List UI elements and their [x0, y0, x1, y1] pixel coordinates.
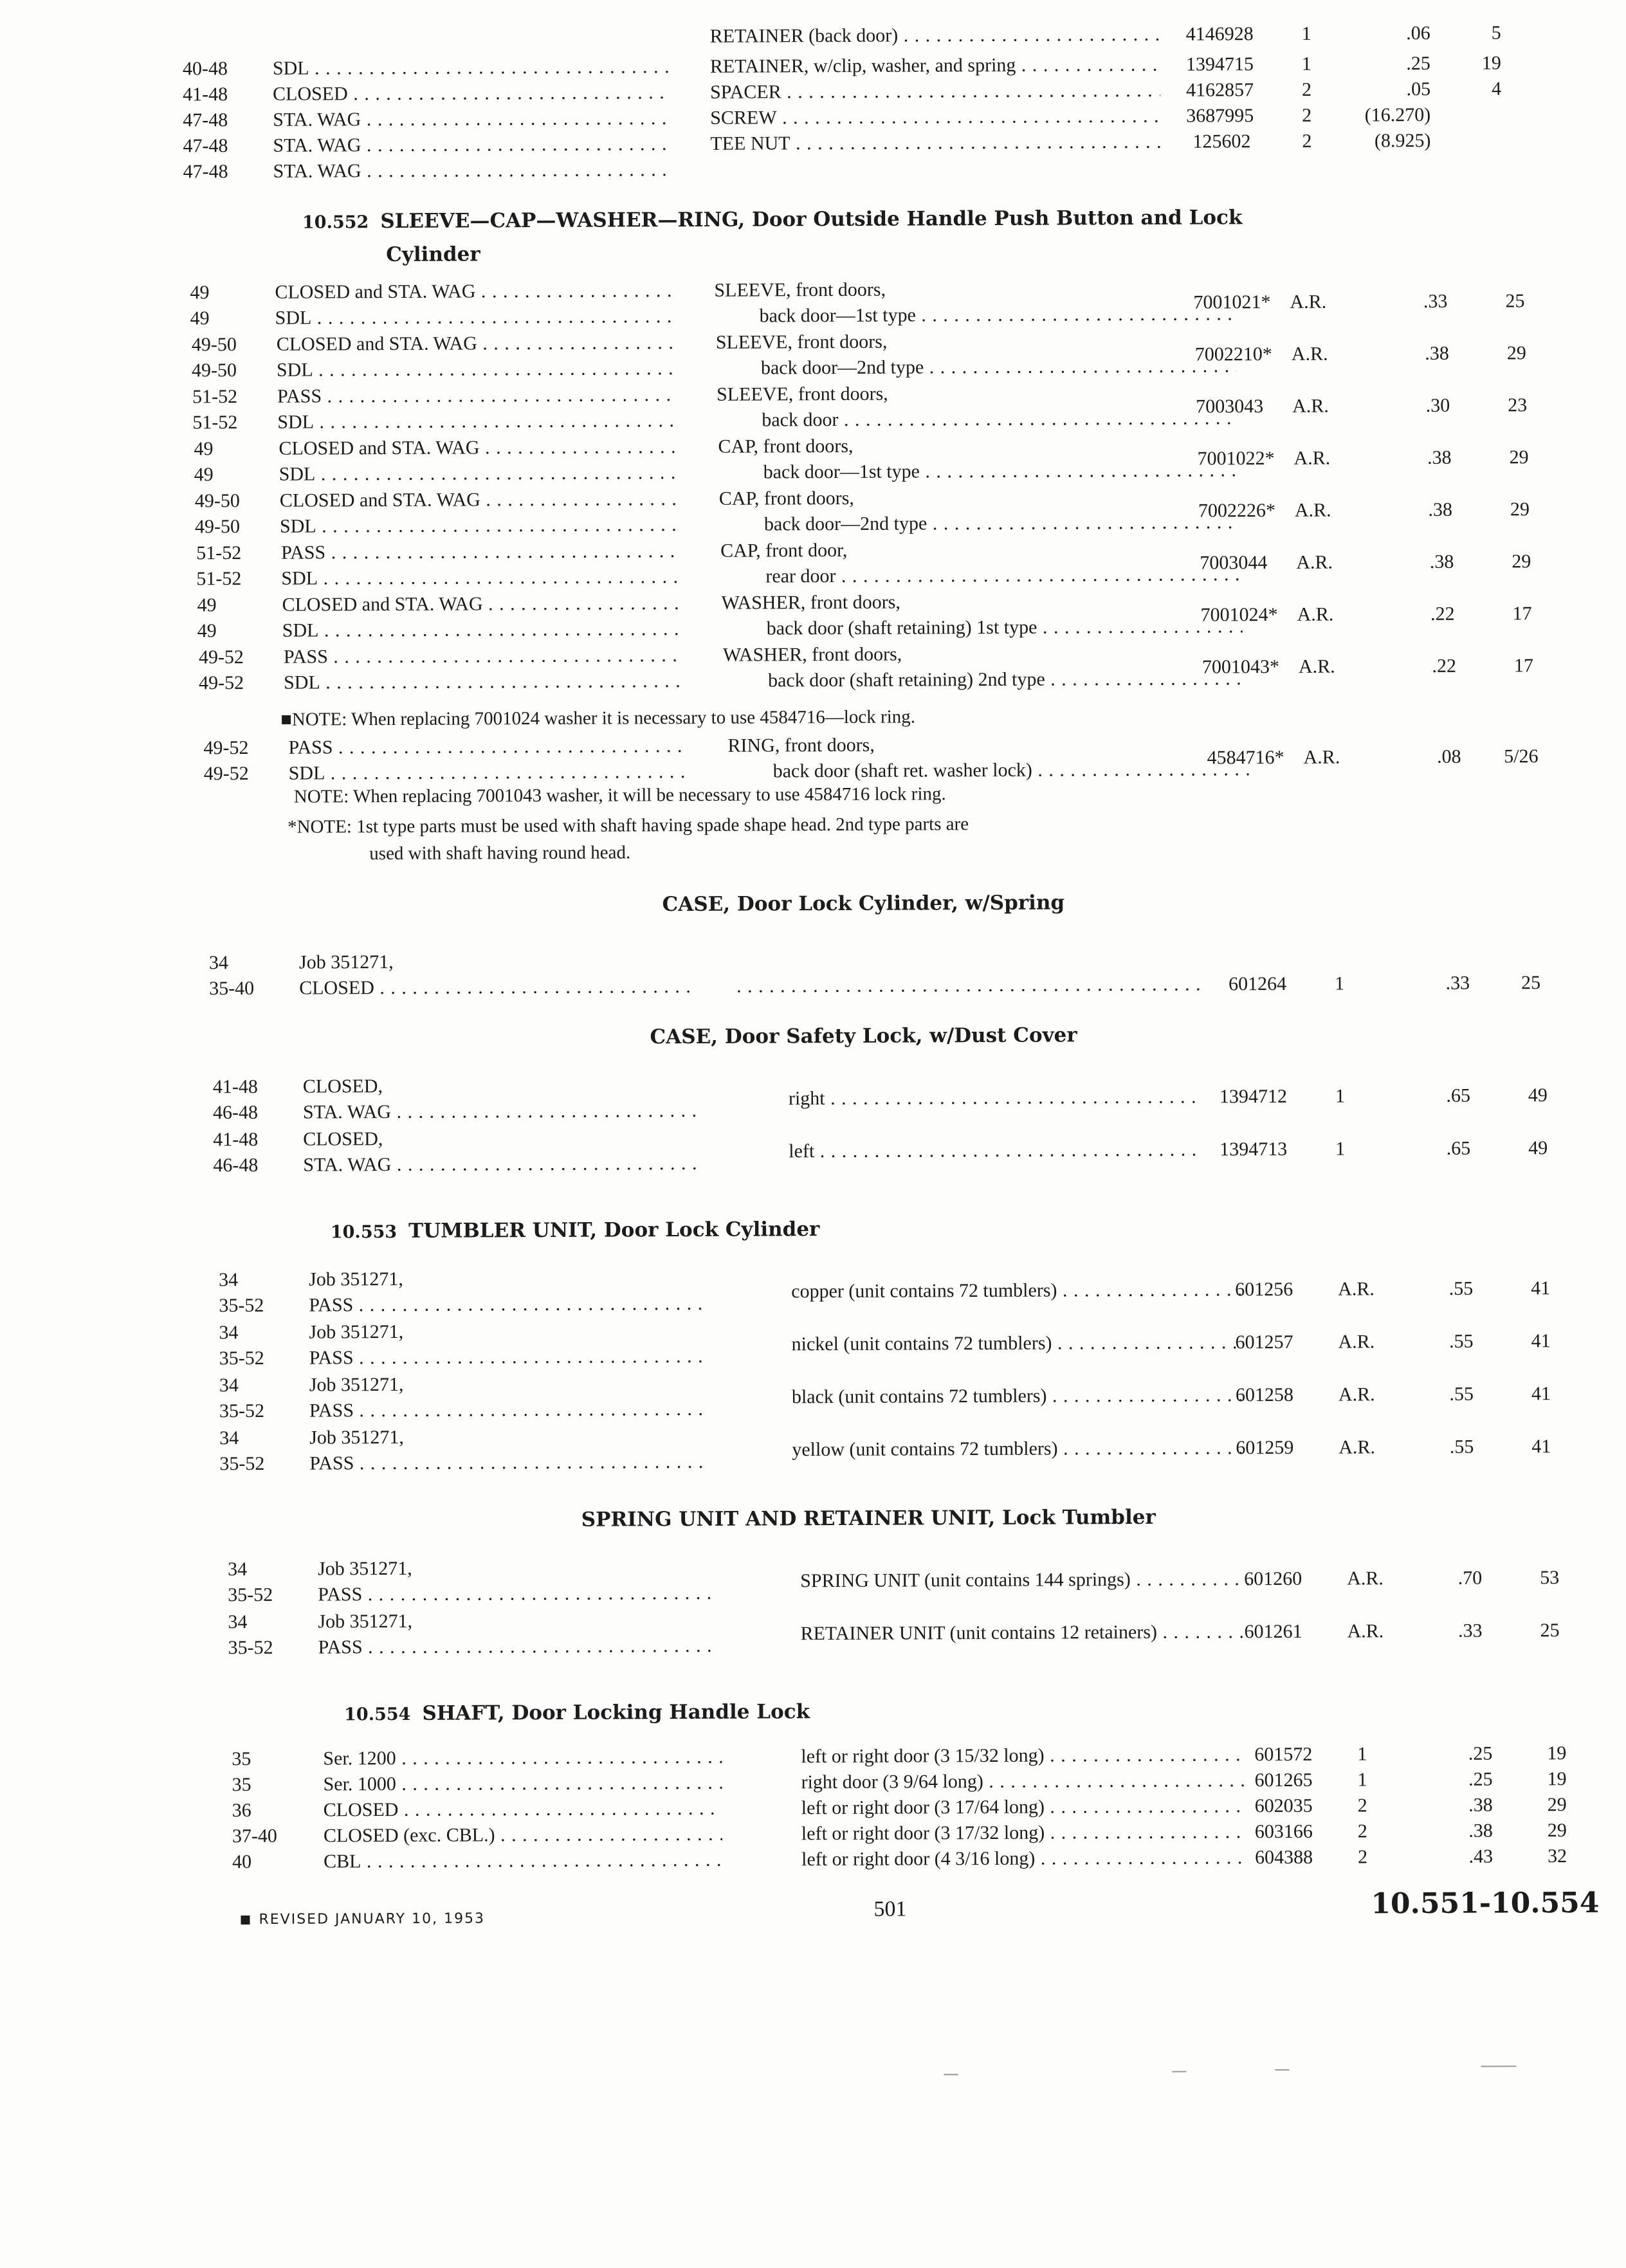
part-number: 7002226*	[1198, 500, 1275, 522]
model-years: 34	[219, 1427, 239, 1449]
model-years: 35-52	[219, 1400, 265, 1422]
part-description: SCREW . . .	[710, 103, 1160, 132]
body-type: PASS . . .	[288, 733, 687, 762]
table-row-values	[219, 1275, 1551, 1308]
part-number: 602035	[1254, 1795, 1313, 1817]
weight: 17	[1512, 603, 1532, 625]
model-years: 49-52	[199, 672, 244, 694]
section-title: CASE, Door Safety Lock, w/Dust Cover	[650, 1023, 1077, 1049]
table-row-values	[196, 548, 1531, 581]
part-description: TEE NUT . . .	[710, 129, 1160, 158]
quantity: 1	[1301, 53, 1311, 75]
model-years: 35-52	[219, 1294, 264, 1317]
note: NOTE: When replacing 7001043 washer, it will be necessary to use 4584716 lock ring.	[293, 783, 946, 807]
model-years: 49	[190, 307, 210, 329]
body-type: STA. WAG . . .	[303, 1097, 702, 1126]
model-years: 41-48	[212, 1075, 258, 1098]
body-type: SDL . . .	[282, 616, 681, 645]
part-number: 7002210*	[1194, 343, 1272, 365]
model-years: 35	[232, 1773, 251, 1796]
body-type: SDL . . .	[284, 668, 682, 697]
weight: 29	[1547, 1794, 1567, 1816]
part-description: SLEEVE, front doors,	[714, 279, 886, 301]
weight: 41	[1531, 1436, 1551, 1458]
price: .38	[1429, 551, 1454, 572]
part-description: CAP, front doors,	[718, 487, 854, 509]
part-number: 7003044	[1200, 552, 1268, 574]
section-number: 10.554	[344, 1704, 411, 1725]
part-description: RETAINER UNIT (unit contains 12 retainers) . . .	[800, 1618, 1250, 1647]
price: .33	[1457, 1620, 1483, 1642]
quantity: 1	[1357, 1769, 1367, 1791]
model-years: 49-52	[198, 646, 244, 668]
table-row	[183, 152, 1502, 185]
scan-mark	[1173, 2071, 1187, 2072]
model-years: 34	[208, 952, 229, 974]
weight: 29	[1512, 551, 1531, 572]
model-years: 49-52	[203, 736, 249, 759]
quantity: A.R.	[1347, 1620, 1384, 1642]
part-description: back door (shaft retaining) 1st type . . .	[767, 613, 1243, 642]
part-number: 601572	[1254, 1743, 1313, 1766]
weight: 29	[1510, 498, 1530, 520]
part-number: 1394712	[1219, 1085, 1287, 1108]
body-type: PASS . . .	[277, 381, 676, 410]
model-years: 49-50	[194, 490, 240, 512]
model-years: 49-50	[191, 334, 237, 356]
section-title: SPRING UNIT AND RETAINER UNIT, Lock Tumbler	[581, 1505, 1156, 1532]
body-type: PASS . . .	[281, 538, 680, 567]
model-years: 34	[219, 1375, 239, 1396]
body-type: Job 351271,	[309, 1426, 404, 1449]
table-row-values	[219, 1380, 1551, 1413]
section-title: CASE, Door Lock Cylinder, w/Spring	[662, 891, 1065, 917]
model-years: 41-48	[183, 84, 228, 105]
revision-note	[241, 1910, 485, 1928]
body-type: CLOSED (exc. CBL.) . . .	[324, 1821, 722, 1850]
quantity: A.R.	[1338, 1331, 1375, 1353]
table-row	[183, 19, 1501, 52]
quantity: A.R.	[1338, 1278, 1375, 1300]
section-heading	[331, 1216, 820, 1246]
quantity: A.R.	[1297, 603, 1334, 625]
price: .65	[1446, 1137, 1471, 1159]
bullet-icon	[241, 1916, 250, 1925]
price: .25	[1468, 1742, 1493, 1764]
quantity: A.R.	[1294, 499, 1331, 521]
part-description: nickel (unit contains 72 tumblers) . . .	[791, 1329, 1241, 1358]
body-type: STA. WAG . . .	[303, 1150, 702, 1179]
model-years: 40-48	[182, 58, 228, 80]
body-type: CLOSED . . .	[273, 79, 671, 108]
quantity: A.R.	[1347, 1568, 1384, 1589]
table-row-values	[195, 496, 1530, 529]
body-type: Job 351271,	[318, 1557, 412, 1580]
body-type: CBL . . .	[324, 1847, 722, 1876]
model-years: 34	[219, 1322, 239, 1344]
body-type: PASS . . .	[309, 1343, 708, 1372]
part-number: 3687995	[1186, 105, 1254, 127]
part-description: SLEEVE, front doors,	[717, 383, 888, 405]
body-type: PASS . . .	[309, 1396, 708, 1425]
part-number: 601261	[1244, 1620, 1302, 1643]
weight: 29	[1509, 446, 1529, 468]
table-row-values	[219, 1328, 1551, 1360]
weight: 25	[1505, 290, 1525, 312]
model-years: 41-48	[213, 1128, 259, 1151]
quantity: A.R.	[1292, 395, 1329, 417]
quantity: 2	[1302, 104, 1312, 126]
section-range: 10.551-10.554	[1371, 1886, 1600, 1921]
model-years: 49	[197, 594, 217, 616]
note: ■NOTE: When replacing 7001024 washer it is necessary to use 4584716—lock ring.	[280, 706, 916, 730]
body-type: SDL . . .	[280, 511, 679, 540]
body-type: Job 351271,	[309, 1321, 404, 1343]
part-number: 4146928	[1185, 23, 1254, 45]
weight: 17	[1513, 655, 1534, 677]
price: .33	[1423, 290, 1448, 313]
model-years: 35-52	[219, 1347, 264, 1369]
model-years: 47-48	[183, 135, 228, 157]
part-description: WASHER, front doors,	[722, 643, 902, 666]
body-type: CLOSED and STA. WAG . . .	[277, 329, 675, 358]
part-number: 4162857	[1185, 79, 1254, 101]
weight: 5/26	[1504, 745, 1539, 767]
body-type: SDL . . .	[279, 459, 678, 488]
part-description: SPACER . . .	[710, 77, 1160, 106]
body-type: PASS . . .	[284, 642, 682, 671]
quantity: 2	[1357, 1820, 1367, 1842]
quantity: A.R.	[1338, 1384, 1375, 1405]
part-description: left or right door (3 17/32 long) . . .	[801, 1818, 1245, 1847]
part-number: 601258	[1235, 1384, 1293, 1406]
weight: 29	[1506, 342, 1526, 364]
weight: 49	[1528, 1137, 1548, 1159]
body-type: Job 351271,	[318, 1610, 413, 1632]
price: .55	[1448, 1277, 1474, 1299]
part-number: 603166	[1254, 1820, 1313, 1843]
model-years: 34	[228, 1559, 248, 1580]
weight: 5	[1491, 22, 1501, 44]
weight: 19	[1547, 1768, 1567, 1790]
body-type: CLOSED and STA. WAG . . .	[279, 434, 677, 462]
price: .38	[1425, 342, 1449, 364]
part-number: 1394715	[1185, 53, 1254, 75]
body-type: Ser. 1000 . . .	[323, 1770, 722, 1798]
body-type: CLOSED . . .	[324, 1795, 722, 1824]
body-type: PASS . . .	[309, 1290, 708, 1319]
body-type: Job 351271,	[309, 1373, 404, 1396]
body-type: Job 351271,	[298, 951, 394, 973]
quantity: A.R.	[1296, 551, 1333, 573]
price: .55	[1448, 1330, 1474, 1352]
weight: 19	[1547, 1742, 1567, 1764]
model-years: 51-52	[196, 542, 242, 564]
table-row-values	[228, 1617, 1560, 1650]
section-number: 10.553	[330, 1221, 397, 1243]
note: used with shaft having round head.	[369, 842, 631, 864]
table-row-values	[192, 340, 1526, 372]
price: .38	[1428, 498, 1452, 520]
body-type: CLOSED . . .	[299, 973, 698, 1002]
price: .38	[1468, 1820, 1493, 1842]
section-number: 10.552	[302, 212, 369, 233]
weight: 25	[1540, 1620, 1560, 1642]
part-number: 601265	[1254, 1769, 1313, 1791]
part-description: yellow (unit contains 72 tumblers) . . .	[792, 1434, 1242, 1463]
scan-mark	[1481, 2065, 1516, 2067]
part-description: back door . . .	[762, 405, 1238, 434]
section-title: TUMBLER UNIT, Door Lock Cylinder	[408, 1218, 820, 1243]
part-description: back door (shaft ret. washer lock) . . .	[773, 756, 1249, 785]
model-years: 49	[190, 282, 210, 304]
quantity: 1	[1335, 973, 1345, 994]
part-number: 601259	[1236, 1436, 1294, 1459]
model-years: 40	[232, 1851, 252, 1873]
part-number: 604388	[1254, 1846, 1313, 1869]
part-description: back door (shaft retaining) 2nd type . . .	[768, 665, 1244, 694]
part-description: right door (3 9/64 long) . . .	[801, 1767, 1245, 1796]
model-years: 51-52	[196, 568, 242, 590]
weight: 29	[1547, 1820, 1567, 1842]
body-type: SDL . . .	[289, 758, 688, 787]
model-years: 35-52	[228, 1584, 273, 1606]
price: .65	[1446, 1084, 1470, 1106]
body-type: CLOSED and STA. WAG . . .	[275, 277, 673, 306]
quantity: 1	[1335, 1138, 1346, 1160]
table-row-values	[213, 1135, 1548, 1167]
quantity: A.R.	[1338, 1436, 1376, 1458]
table-row-values	[194, 444, 1529, 477]
model-years: 49-52	[203, 762, 249, 785]
price: .43	[1468, 1845, 1494, 1867]
body-type: STA. WAG . . .	[273, 156, 672, 185]
model-years: 37-40	[232, 1825, 277, 1847]
body-type: SDL . . .	[277, 355, 675, 384]
part-description: black (unit contains 72 tumblers) . . .	[792, 1382, 1242, 1411]
quantity: 2	[1301, 78, 1312, 100]
page-number: 501	[873, 1897, 907, 1921]
part-number: 601256	[1235, 1278, 1293, 1301]
note: *NOTE: 1st type parts must be used with shaft having spade shape head. 2nd type parts are	[287, 814, 969, 837]
quantity: A.R.	[1298, 655, 1335, 677]
price: .70	[1457, 1567, 1483, 1589]
part-description: right . . .	[789, 1084, 1200, 1113]
body-type: SDL . . .	[275, 303, 674, 332]
quantity: 1	[1335, 1085, 1345, 1107]
part-description: rear door . . .	[765, 561, 1241, 590]
weight: 23	[1508, 394, 1528, 416]
price: .38	[1468, 1794, 1493, 1816]
scan-mark	[1275, 2069, 1289, 2071]
quantity: 1	[1301, 23, 1311, 44]
part-description: back door—1st type . . .	[760, 300, 1236, 329]
part-description: RETAINER, w/clip, washer, and spring . . .	[710, 51, 1160, 80]
quantity: 2	[1357, 1795, 1367, 1816]
price: .25	[1468, 1768, 1493, 1790]
section-heading	[302, 204, 1243, 236]
part-description: left . . .	[789, 1137, 1200, 1166]
weight: 53	[1540, 1567, 1560, 1589]
weight: 32	[1547, 1845, 1567, 1867]
body-type: STA. WAG . . .	[273, 131, 671, 160]
model-years: 34	[219, 1269, 239, 1291]
section-heading	[344, 1698, 810, 1728]
part-number: 601264	[1229, 973, 1287, 995]
model-years: 36	[232, 1799, 251, 1822]
part-description: copper (unit contains 72 tumblers) . . .	[791, 1276, 1241, 1305]
model-years: 51-52	[192, 386, 238, 408]
top-section	[0, 0, 1621, 183]
model-years: 35-52	[219, 1452, 265, 1475]
part-number: 7001043*	[1201, 655, 1280, 678]
weight: 41	[1531, 1277, 1551, 1299]
body-type: Job 351271,	[309, 1268, 403, 1290]
part-description: RETAINER (back door) . . .	[710, 21, 1160, 50]
section-title-cont: Cylinder	[386, 242, 480, 267]
model-years: 46-48	[213, 1154, 259, 1176]
part-number: 1394713	[1220, 1138, 1288, 1160]
model-years: 51-52	[192, 412, 238, 434]
part-description: WASHER, front doors,	[721, 591, 900, 614]
quantity: A.R.	[1303, 746, 1340, 768]
weight: 25	[1521, 972, 1541, 994]
table-row-values	[192, 392, 1528, 425]
part-number: 7001022*	[1197, 448, 1275, 470]
part-number: 601257	[1235, 1331, 1293, 1353]
quantity: 1	[1357, 1743, 1367, 1765]
table-row-values	[213, 1082, 1548, 1115]
model-years: 49	[197, 620, 217, 642]
part-description: SLEEVE, front doors,	[715, 331, 888, 353]
model-years: 34	[228, 1611, 248, 1633]
part-description: back door—2nd type . . .	[761, 352, 1237, 381]
body-type: SDL . . .	[281, 563, 680, 592]
body-type: STA. WAG . . .	[273, 105, 671, 134]
price: .06	[1406, 22, 1430, 44]
body-type: PASS . . .	[318, 1632, 717, 1661]
part-description: SPRING UNIT (unit contains 144 springs) . . .	[800, 1566, 1250, 1595]
part-description: back door—2nd type . . .	[764, 509, 1240, 538]
model-years: 49-50	[194, 516, 241, 538]
price: .55	[1449, 1436, 1474, 1458]
section-title: SHAFT, Door Locking Handle Lock	[422, 1700, 810, 1725]
weight: 4	[1491, 78, 1502, 100]
body-type: PASS . . .	[309, 1449, 708, 1477]
price: (16.270)	[1364, 104, 1431, 126]
part-description: RING, front doors,	[727, 734, 875, 756]
quantity: 2	[1302, 130, 1312, 152]
table-row	[232, 1843, 1567, 1876]
price: .25	[1406, 52, 1430, 75]
table-row-values	[228, 1564, 1560, 1597]
price: .38	[1427, 446, 1452, 468]
body-type: PASS . . .	[318, 1580, 717, 1609]
quantity: A.R.	[1293, 447, 1331, 469]
part-description: left or right door (3 15/32 long) . . .	[801, 1741, 1245, 1770]
revised-date: REVISED JANUARY 10, 1953	[259, 1910, 486, 1928]
price: .08	[1437, 745, 1461, 767]
weight: 41	[1531, 1383, 1551, 1405]
model-years: 49	[194, 464, 214, 486]
weight: 19	[1481, 52, 1501, 74]
price: .30	[1425, 394, 1450, 416]
price: .55	[1449, 1383, 1474, 1405]
model-years: 49-50	[191, 360, 237, 381]
body-type: Ser. 1200 . . .	[323, 1744, 722, 1773]
table-row-values	[197, 600, 1532, 633]
part-description: CAP, front door,	[720, 539, 848, 562]
model-years: 47-48	[183, 161, 228, 183]
body-type: SDL . . .	[273, 53, 671, 82]
price: (8.925)	[1374, 129, 1431, 152]
part-description: CAP, front doors,	[718, 435, 854, 457]
model-years: 35	[232, 1748, 251, 1770]
price: .33	[1445, 972, 1470, 994]
part-description: left or right door (3 17/64 long) . . .	[801, 1793, 1245, 1822]
quantity: A.R.	[1291, 343, 1328, 365]
part-number: 601260	[1244, 1568, 1302, 1590]
table-row-values	[190, 288, 1525, 320]
table-row-values	[199, 652, 1534, 685]
quantity: 2	[1357, 1846, 1368, 1868]
model-years: 47-48	[183, 109, 228, 131]
quantity: A.R.	[1290, 291, 1327, 313]
part-description: back door—1st type . . .	[763, 457, 1239, 486]
scan-mark	[944, 2074, 958, 2075]
body-type: CLOSED and STA. WAG . . .	[282, 590, 681, 619]
model-years: 35-40	[209, 977, 255, 1000]
part-description: left or right door (4 3/16 long) . . .	[801, 1844, 1245, 1873]
weight: 41	[1531, 1330, 1551, 1352]
table-row-values	[219, 1433, 1551, 1466]
table-row	[209, 969, 1541, 1002]
section-title: SLEEVE—CAP—WASHER—RING, Door Outside Handle Push Button and Lock	[380, 206, 1243, 233]
body-type: CLOSED,	[302, 1075, 383, 1097]
table-row-values	[204, 743, 1539, 776]
body-type: CLOSED,	[303, 1128, 383, 1150]
part-number: 4584716*	[1207, 746, 1284, 769]
part-number: 7001021*	[1193, 291, 1271, 313]
part-description	[736, 971, 1200, 1000]
model-years: 35-52	[228, 1636, 273, 1659]
body-type: CLOSED and STA. WAG . . .	[280, 486, 679, 515]
price: .05	[1406, 78, 1431, 100]
part-number: 7003043	[1196, 396, 1264, 417]
part-number: 125602	[1192, 131, 1251, 152]
weight: 49	[1528, 1084, 1548, 1106]
model-years: 49	[194, 438, 214, 460]
body-type: SDL . . .	[277, 407, 676, 436]
part-number: 7001024*	[1200, 603, 1278, 626]
price: .22	[1432, 655, 1457, 677]
price: .22	[1430, 603, 1455, 625]
model-years: 46-48	[212, 1101, 259, 1124]
